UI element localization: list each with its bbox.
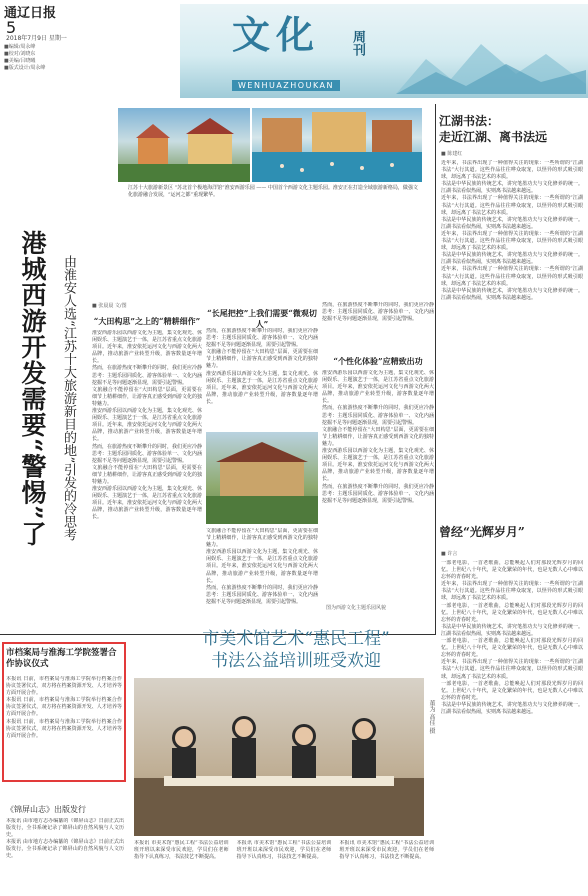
masthead [0,0,588,98]
section2-paragraph: 近年来，书法界出现了一种值得关注的现象：一些所谓的“江湖书法”大行其道。这些作品往往哗众取宠，以怪异的形式吸引眼球，却远离了书法艺术的本质。 [441,659,583,680]
side-story-title-line1: 江湖书法： [439,114,500,128]
water-park-icon [252,108,422,182]
column-divider [435,104,436,634]
art-paragraph: 本报讯 市美术馆“惠民工程”书法公益培训班开班以来深受市民欢迎，学员们在老师指导下认真练习，书法技艺不断提高。 [236,840,332,861]
section-pinyin: WENHUAZHOUKAN [232,80,340,91]
lead-photo-caption: 江苏十大旅游新景区 “苏北首个极地海洋馆”淮安西游乐园 —— 中国首个西游文化主题乐园。淮安正在打造全域旅游新格局，做强文化旅游融合发展，“运河之都”重现繁华。 [128,185,418,198]
section2-paragraph: 一部老电影，一首老歌曲，总能唤起人们对那段光辉岁月的回忆。上世纪八十年代，是文化繁荣的年代，也是无数人心中难以忘怀的青春时光。 [441,602,583,623]
weekday-text: 星期一 [48,35,67,42]
page-number: 5 [6,18,17,37]
lead-paragraph: 淮安西游乐园以西游文化为主题，集文化观光、休闲娱乐、主题演艺于一体，是江苏省重点文化旅游项目。近年来，淮安依托运河文化与西游文化两大品牌，推动旅游产业转型升级，游客数量逐年增长。 [322,448,434,483]
section2-body [441,560,583,890]
lead-paragraph: 文旅融合不能停留在“大田构思”层面，更需要在细节上精耕细作，让游客真正感受到西游文化的独特魅力。 [206,349,318,370]
mountain-decoration-icon [396,34,586,94]
lead-paragraph: 文旅融合不能停留在“大田构思”层面，更需要在细节上精耕细作，让游客真正感受到西游文化的独特魅力。 [322,426,434,447]
paper-logo: 通辽日报 [4,6,57,21]
book-release-body [6,818,124,894]
lead-paragraph: 然而，在旅游热度不断攀升的同时，我们更应冷静思考：主题乐园同质化、游客体验单一、文化内涵挖掘不足等问题逐渐显现，需要引起警惕。 [322,405,434,426]
section2-paragraph: 一部老电影，一首老歌曲，总能唤起人们对那段光辉岁月的回忆。上世纪八十年代，是文化繁荣的年代，也是无数人心中难以忘怀的青春时光。 [441,638,583,659]
lead-photo2-caption: 图为西游文化主题乐园风貌 [326,605,387,611]
lead-body-col-2 [206,328,318,428]
lead-paragraph: 淮安西游乐园以西游文化为主题，集文化观光、休闲娱乐、主题演艺于一体，是江苏省重点文化旅游项目。近年来，淮安依托运河文化与西游文化两大品牌，推动旅游产业转型升级，游客数量逐年增长。 [92,486,202,521]
editor-credit: ■美编/吕晓曦 [4,58,36,64]
art-museum-title [176,628,416,672]
archive-paragraph: 本报讯 日前，市档案局与淮海工学院举行档案合作协议签署仪式，双方将在档案资源开发、人才培养等方面开展合作。 [6,718,122,739]
section2-paragraph: 书法是中华民族的传统艺术，讲究笔墨功夫与文化修养的统一。江湖书法看似热闹，实则离书法越来越远。 [441,623,583,637]
side-story-title [439,113,547,145]
lead-subheadline: 由淮安人选“江苏十大旅游新目的地”引发的冷思考 [61,255,76,542]
side-paragraph: 近年来，书法界出现了一种值得关注的现象：一些所谓的“江湖书法”大行其道。这些作品往往哗众取宠，以怪异的形式吸引眼球，却远离了书法艺术的本质。 [441,266,583,287]
issue-date [6,33,67,42]
lead-paragraph: 文旅融合不能停留在“大田构思”层面，更需要在细节上精耕细作，让游客真正感受到西游文化的独特魅力。 [206,528,318,549]
lead-photo-center [252,108,422,182]
section-title [232,4,320,59]
section2-paragraph: 一部老电影，一首老歌曲，总能唤起人们对那段光辉岁月的回忆。上世纪八十年代，是文化繁荣的年代，也是无数人心中难以忘怀的青春时光。 [441,680,583,701]
lead-paragraph: 然而，在旅游热度不断攀升的同时，我们更应冷静思考：主题乐园同质化、游客体验单一、文化内涵挖掘不足等问题逐渐显现，需要引起警惕。 [206,584,318,605]
lead-body-col-3a [322,302,434,354]
art-museum-body [134,840,434,894]
archive-paragraph: 本报讯 日前，市档案局与淮海工学院举行档案合作协议签署仪式，双方将在档案资源开发、人才培养等方面开展合作。 [6,676,122,697]
lead-photo-left [118,108,250,182]
book-release-headline: 《锦屏山志》出版发行 [6,805,86,814]
lead-paragraph: 淮安西游乐园以西游文化为主题，集文化观光、休闲娱乐、主题演艺于一体，是江苏省重点文化旅游项目。近年来，淮安依托运河文化与西游文化两大品牌，推动旅游产业转型升级，游客数量逐年增长。 [206,549,318,584]
classroom-scene-icon [134,678,424,836]
calligraphy-class-photo [134,678,424,836]
art-paragraph: 本报讯 市美术馆“惠民工程”书法公益培训班开班以来深受市民欢迎，学员们在老师指导下认真练习，书法技艺不断提高。 [339,840,434,861]
lead-body-col-3 [322,370,434,598]
side-story-title-line2: 走近江湖、离书法远 [439,130,548,144]
lead-paragraph: 淮安西游乐园以西游文化为主题，集文化观光、休闲娱乐、主题演艺于一体，是江苏省重点文化旅游项目。近年来，淮安依托运河文化与西游文化两大品牌，推动旅游产业转型升级，游客数量逐年增长。 [92,330,202,365]
lead-byline: ■ 张晨晨 文/图 [92,303,127,309]
side-paragraph: 书法是中华民族的传统艺术，讲究笔墨功夫与文化修养的统一。江湖书法看似热闹，实则离书法越来越远。 [441,252,583,266]
side-paragraph: 书法是中华民族的传统艺术，讲究笔墨功夫与文化修养的统一。江湖书法看似热闹，实则离书法越来越远。 [441,287,583,301]
lead-photo-2 [206,432,318,524]
archive-paragraph: 本报讯 日前，市档案局与淮海工学院举行档案合作协议签署仪式，双方将在档案资源开发、人才培养等方面开展合作。 [6,697,122,718]
lead-subhead-3: “个性化体验”应精致出功 [333,356,423,366]
lead-subhead-1: “大田构思”之上的“精耕细作” [93,316,201,326]
lead-paragraph: 淮安西游乐园以西游文化为主题，集文化观光、休闲娱乐、主题演艺于一体，是江苏省重点文化旅游项目。近年来，淮安依托运河文化与西游文化两大品牌，推动旅游产业转型升级，游客数量逐年增长。 [92,408,202,443]
garden-scene-icon [206,432,318,524]
lead-body-col-1 [92,330,202,630]
side-paragraph: 书法是中华民族的传统艺术，讲究笔墨功夫与文化修养的统一。江湖书法看似热闹，实则离书法越来越远。 [441,216,583,230]
lead-paragraph: 然而，在旅游热度不断攀升的同时，我们更应冷静思考：主题乐园同质化、游客体验单一、文化内涵挖掘不足等问题逐渐显现，需要引起警惕。 [92,365,202,386]
park-scene-icon [118,108,250,182]
section-title-text: 文化 [232,12,321,57]
editor-credit: ■编辑/周永峰 [4,44,36,50]
art-paragraph: 本报讯 市美术馆“惠民工程”书法公益培训班开班以来深受市民欢迎，学员们在老师指导下认真练习，书法技艺不断提高。 [134,840,229,861]
side-paragraph: 近年来，书法界出现了一种值得关注的现象：一些所谓的“江湖书法”大行其道。这些作品往往哗众取宠，以怪异的形式吸引眼球，却远离了书法艺术的本质。 [441,160,583,181]
date-text: 2018年7月9日 [6,35,47,42]
lead-paragraph: 然而，在旅游热度不断攀升的同时，我们更应冷静思考：主题乐园同质化、游客体验单一、文化内涵挖掘不足等问题逐渐显现，需要引起警惕。 [322,302,434,323]
lead-paragraph: 淮安西游乐园以西游文化为主题，集文化观光、休闲娱乐、主题演艺于一体，是江苏省重点文化旅游项目。近年来，淮安依托运河文化与西游文化两大品牌，推动旅游产业转型升级，游客数量逐年增长。 [206,370,318,405]
lead-paragraph: 文旅融合不能停留在“大田构思”层面，更需要在细节上精耕细作，让游客真正感受到西游文化的独特魅力。 [92,464,202,485]
section2-paragraph: 近年来，书法界出现了一种值得关注的现象：一些所谓的“江湖书法”大行其道。这些作品往往哗众取宠，以怪异的形式吸引眼球，却远离了书法艺术的本质。 [441,581,583,602]
editor-credit: ■校对/刘晓东 [4,51,36,57]
photo-credit: 董为 高佳 摄 [428,700,435,734]
lead-paragraph: 文旅融合不能停留在“大田构思”层面，更需要在细节上精耕细作，让游客真正感受到西游文化的独特魅力。 [92,386,202,407]
archive-agreement-body [6,676,122,776]
side-story-byline: ■ 陈建红 [441,151,463,157]
editor-credit: ■版式设计/周永峰 [4,65,46,71]
archive-agreement-headline: 市档案局与淮海工学院签署合作协议仪式 [6,648,117,669]
editor-credits [4,44,45,72]
side-story-body [441,160,583,516]
section2-paragraph: 一部老电影，一首老歌曲，总能唤起人们对那段光辉岁月的回忆。上世纪八十年代，是文化繁荣的年代，也是无数人心中难以忘怀的青春时光。 [441,560,583,581]
lead-paragraph: 然而，在旅游热度不断攀升的同时，我们更应冷静思考：主题乐园同质化、游客体验单一、文化内涵挖掘不足等问题逐渐显现，需要引起警惕。 [322,483,434,504]
lead-paragraph: 然而，在旅游热度不断攀升的同时，我们更应冷静思考：主题乐园同质化、游客体验单一、文化内涵挖掘不足等问题逐渐显现，需要引起警惕。 [206,328,318,349]
side-paragraph: 近年来，书法界出现了一种值得关注的现象：一些所谓的“江湖书法”大行其道。这些作品往往哗众取宠，以怪异的形式吸引眼球，却远离了书法艺术的本质。 [441,230,583,252]
art-museum-title-line2: 书法公益培训班受欢迎 [211,651,381,671]
book-paragraph: 本报讯 由市地方志办编纂的《锦屏山志》日前正式出版发行，全书系统记录了锦屏山的自然风貌与人文历史。 [6,818,124,839]
side-paragraph: 书法是中华民族的传统艺术，讲究笔墨功夫与文化修养的统一。江湖书法看似热闹，实则离书法越来越远。 [441,181,583,195]
lead-body-col-2b [206,528,318,628]
section2-title: 曾经“光辉岁月” [439,525,525,539]
side-paragraph: 近年来，书法界出现了一种值得关注的现象：一些所谓的“江湖书法”大行其道。这些作品往往哗众取宠，以怪异的形式吸引眼球，却远离了书法艺术的本质。 [441,195,583,216]
section-suffix: 周刊 [350,30,365,56]
section2-byline: ■ 许言 [441,551,458,557]
lead-paragraph: 淮安西游乐园以西游文化为主题，集文化观光、休闲娱乐、主题演艺于一体，是江苏省重点文化旅游项目。近年来，淮安依托运河文化与西游文化两大品牌，推动旅游产业转型升级，游客数量逐年增长。 [322,370,434,405]
lead-headline: 港城西游开发需要“警惕”了 [18,230,47,547]
section2-paragraph: 书法是中华民族的传统艺术，讲究笔墨功夫与文化修养的统一。江湖书法看似热闹，实则离书法越来越远。 [441,701,583,715]
lead-paragraph: 然而，在旅游热度不断攀升的同时，我们更应冷静思考：主题乐园同质化、游客体验单一、文化内涵挖掘不足等问题逐渐显现，需要引起警惕。 [92,443,202,464]
art-museum-title-line1: 市美术馆艺术“惠民工程” [202,629,390,649]
book-paragraph: 本报讯 由市地方志办编纂的《锦屏山志》日前正式出版发行，全书系统记录了锦屏山的自然风貌与人文历史。 [6,839,124,860]
lead-subhead-2: “长尾把控”上我们需要“微观切人” [207,308,317,329]
